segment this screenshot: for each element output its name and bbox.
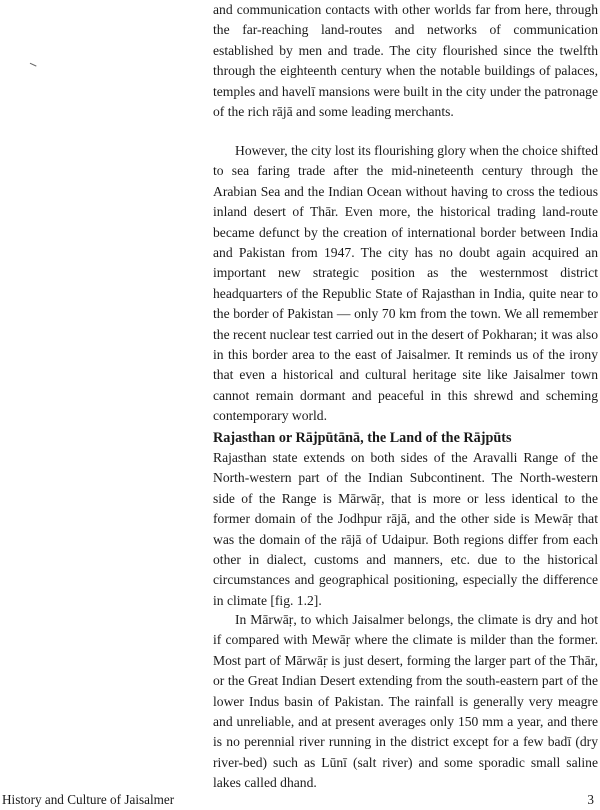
running-footer-title: History and Culture of Jaisalmer [2,792,175,807]
paragraph-city-decline [213,141,598,427]
paragraph-3-text: Rajasthan state extends on both sides of the Aravalli Range of the North-western part of the Indian Subcontinent. The North-western side of the Range is Mārwāṛ, that is more or less identical to the former domain of the Jodhpur rājā, and the other side is Mewāṛ that was the domain of the rājā of Udaipur. Both regions differ from each other in dialect, customs and manners, etc. due to the historical circumstances and geographical positioning, especially the difference in climate [fig. 1.2]. [213,450,598,608]
paragraph-rajasthan [213,448,598,611]
page-number: 3 [587,792,594,807]
stray-ink-mark [28,63,36,70]
paragraph-4-text: In Mārwāṛ, to which Jaisalmer belongs, the climate is dry and hot if compared with Mewāṛ where the climate is milder than the former. Most part of Mārwāṛ is just desert, forming the larger part of the Thār, or the Great Indian Desert extending from the south-eastern part of the lower Indus basin of Pakistan. The rainfall is generally very meagre and unreliable, and at present averages only 150 mm a year, and there is no perennial river running in the district except for a few badī (dry river-bed) such as Lūnī (salt river) and some sporadic small saline lakes called dhand. [213,612,598,791]
paragraph-continuation [213,0,598,122]
paragraph-2-text: However, the city lost its flourishing glory when the choice shifted to sea faring trade after the mid-nineteenth century through the Arabian Sea and the Indian Ocean without having to cross the tedious inland desert of Thār. Even more, the historical trading land-route became defunct by the creation of international border between India and Pakistan from 1947. The city has no doubt again acquired an important new strategic position as the westernmost district headquarters of the Republic State of Rajasthan in India, quite near to the border of Pakistan — only 70 km from the town. We all remember the recent nuclear test carried out in the desert of Pokharan; it was also in this border area to the east of Jaisalmer. It reminds us of the irony that even a historical and cultural heritage site like Jaisalmer town cannot remain dormant and peaceful in this shrewd and scheming contemporary world. [213,143,599,424]
section-heading: Rajasthan or Rājpūtānā, the Land of the Rājpūts [213,430,512,446]
paragraph-marwar [213,610,598,794]
paragraph-1-text: and communication contacts with other worlds far from here, through the far-reaching land-routes and networks of communication established by men and trade. The city flourished since the twelfth through the eighteenth century when the notable buildings of palaces, temples and havelī mansions were built in the city under the patronage of the rich rājā and some leading merchants. [213,2,598,120]
